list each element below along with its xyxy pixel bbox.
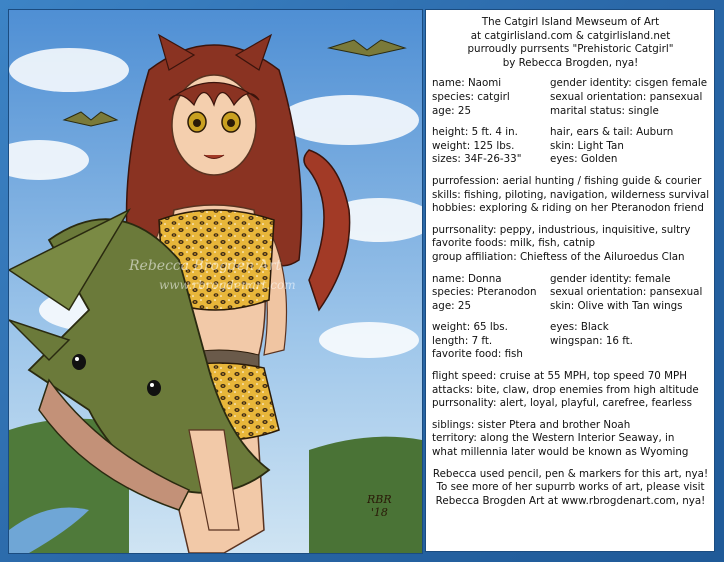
naomi-profession: purrofession: aerial hunting / fishing guide & courier xyxy=(432,174,702,187)
naomi-sizes: sizes: 34F-26-33" xyxy=(432,153,522,166)
donna-skin: skin: Olive with Tan wings xyxy=(550,299,683,312)
info-panel xyxy=(425,9,715,552)
naomi-physical xyxy=(432,126,709,167)
donna-orientation: sexual orientation: pansexual xyxy=(550,286,703,299)
watermark-name: Rebecca Brogden Art xyxy=(129,258,282,274)
naomi-affiliation: group affiliation: Chieftess of the Ailuroedus Clan xyxy=(432,250,685,263)
donna-flight xyxy=(432,370,709,411)
signature-year: '18 xyxy=(370,506,388,519)
naomi-foods: favorite foods: milk, fish, catnip xyxy=(432,237,596,250)
naomi-personality xyxy=(432,224,709,265)
naomi-orientation: sexual orientation: pansexual xyxy=(550,90,703,103)
naomi-hobbies: hobbies: exploring & riding on her Pteranodon friend xyxy=(432,202,704,215)
donna-attacks: attacks: bite, claw, drop enemies from high altitude xyxy=(432,383,699,396)
header-line-4: by Rebecca Brogden, nya! xyxy=(502,56,639,69)
donna-age: age: 25 xyxy=(432,299,472,312)
naomi-marital: marital status: single xyxy=(550,104,659,117)
info-row xyxy=(432,321,709,335)
donna-territory: territory: along the Western Interior Seaway, in xyxy=(432,432,675,445)
donna-physical xyxy=(432,321,709,362)
naomi-skills xyxy=(432,175,709,216)
naomi-skin: skin: Light Tan xyxy=(550,139,624,152)
header xyxy=(432,16,709,70)
donna-name: name: Donna xyxy=(432,272,502,285)
naomi-eyes: eyes: Golden xyxy=(550,153,618,166)
donna-wingspan: wingspan: 16 ft. xyxy=(550,334,633,347)
naomi-weight: weight: 125 lbs. xyxy=(432,139,515,152)
info-row xyxy=(432,300,709,314)
footer xyxy=(432,468,709,509)
donna-gender: gender identity: female xyxy=(550,272,671,285)
naomi-name: name: Naomi xyxy=(432,77,502,90)
info-row xyxy=(432,273,709,287)
signature-initials: RBR xyxy=(367,493,392,506)
donna-family xyxy=(432,419,709,460)
donna-empty xyxy=(550,348,709,362)
artwork-image xyxy=(8,9,423,554)
info-row xyxy=(432,348,709,362)
footer-line-1: Rebecca used pencil, pen & markers for this art, nya! xyxy=(432,467,709,480)
naomi-gender: gender identity: cisgen female xyxy=(550,77,708,90)
donna-food: favorite food: fish xyxy=(432,348,523,361)
naomi-purrsonality: purrsonality: peppy, industrious, inquisitive, sultry xyxy=(432,223,691,236)
signature xyxy=(367,493,392,519)
watermark-url: www.rbrogdenart.com xyxy=(159,278,296,292)
info-row xyxy=(432,126,709,140)
info-row xyxy=(432,335,709,349)
donna-eyes: eyes: Black xyxy=(550,321,609,334)
donna-weight: weight: 65 lbs. xyxy=(432,321,508,334)
footer-line-3: Rebecca Brogden Art at www.rbrogdenart.com, nya! xyxy=(435,494,706,507)
naomi-species: species: catgirl xyxy=(432,90,510,103)
info-row xyxy=(432,105,709,119)
naomi-height: height: 5 ft. 4 in. xyxy=(432,126,518,139)
donna-territory-cont: what millennia later would be known as Wyoming xyxy=(432,446,689,459)
naomi-skill-list: skills: fishing, piloting, navigation, wilderness survival xyxy=(432,188,710,201)
info-row xyxy=(432,153,709,167)
info-row xyxy=(432,286,709,300)
donna-siblings: siblings: sister Ptera and brother Noah xyxy=(432,418,631,431)
info-row xyxy=(432,140,709,154)
footer-line-2: To see more of her supurrb works of art, please visit xyxy=(436,481,705,494)
naomi-identity xyxy=(432,77,709,118)
header-line-1: The Catgirl Island Mewseum of Art xyxy=(481,16,660,28)
naomi-age: age: 25 xyxy=(432,104,472,117)
donna-flight-speed: flight speed: cruise at 55 MPH, top speed 70 MPH xyxy=(432,370,687,383)
naomi-hair: hair, ears & tail: Auburn xyxy=(550,126,674,139)
donna-species: species: Pteranodon xyxy=(432,286,537,299)
info-row xyxy=(432,77,709,91)
donna-purrsonality: purrsonality: alert, loyal, playful, carefree, fearless xyxy=(432,397,692,410)
info-row xyxy=(432,91,709,105)
donna-length: length: 7 ft. xyxy=(432,334,493,347)
header-line-3: purroudly purrsents "Prehistoric Catgirl" xyxy=(467,43,674,56)
donna-identity xyxy=(432,273,709,314)
header-line-2: at catgirlisland.com & catgirlisland.net xyxy=(470,29,671,42)
